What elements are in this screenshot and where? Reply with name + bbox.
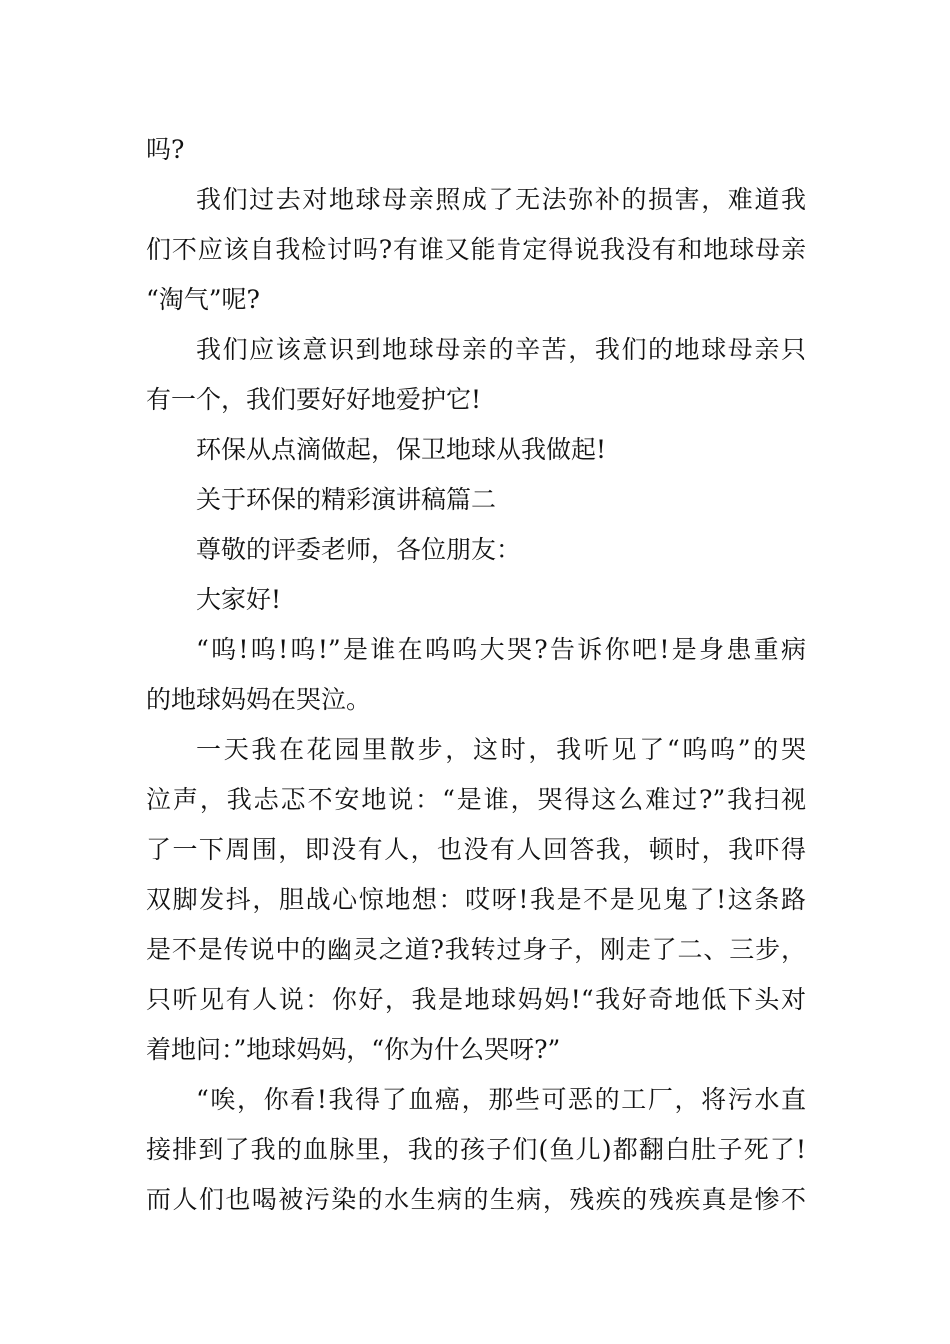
text-line: “淘气”呢? <box>146 285 260 314</box>
text-line: 了一下周围，即没有人，也没有人回答我，顿时，我吓得 <box>146 835 806 864</box>
text-line: 们不应该自我检讨吗?有谁又能肯定得说我没有和地球母亲 <box>146 235 806 264</box>
text-line: “唉，你看!我得了血癌，那些可恶的工厂，将污水直 <box>196 1085 806 1114</box>
text-line: 双脚发抖，胆战心惊地想：哎呀!我是不是见鬼了!这条路 <box>146 885 806 914</box>
text-line: 的地球妈妈在哭泣。 <box>146 685 372 714</box>
text-line: “呜!呜!呜!”是谁在呜呜大哭?告诉你吧!是身患重病 <box>196 635 806 664</box>
text-line: 接排到了我的血脉里，我的孩子们(鱼儿)都翻白肚子死了! <box>146 1135 806 1164</box>
text-line: 着地问：”地球妈妈，“你为什么哭呀?” <box>146 1035 561 1064</box>
text-line: 只听见有人说：你好，我是地球妈妈!“我好奇地低下头对 <box>146 985 806 1014</box>
text-line: 而人们也喝被污染的水生病的生病，残疾的残疾真是惨不 <box>146 1185 806 1214</box>
text-line: 环保从点滴做起，保卫地球从我做起! <box>196 435 607 464</box>
text-line: 我们应该意识到地球母亲的辛苦，我们的地球母亲只 <box>196 335 806 364</box>
text-line: 有一个，我们要好好地爱护它! <box>146 385 482 414</box>
text-line: 大家好! <box>196 585 282 614</box>
text-line: 是不是传说中的幽灵之道?我转过身子，刚走了二、三步， <box>146 935 806 964</box>
section-heading: 关于环保的精彩演讲稿篇二 <box>196 485 497 514</box>
text-line: 我们过去对地球母亲照成了无法弥补的损害，难道我 <box>196 185 806 214</box>
text-line: 泣声，我忐忑不安地说：“是谁，哭得这么难过?”我扫视 <box>146 785 806 814</box>
text-line: 一天我在花园里散步，这时，我听见了“呜呜”的哭 <box>196 735 806 764</box>
text-line: 尊敬的评委老师，各位朋友： <box>196 535 522 564</box>
text-line: 吗? <box>146 135 185 164</box>
